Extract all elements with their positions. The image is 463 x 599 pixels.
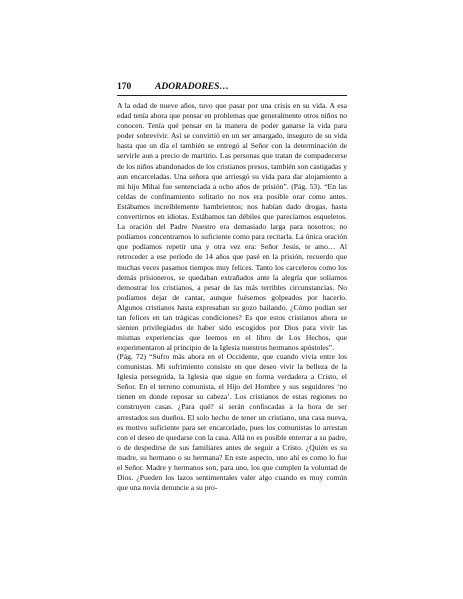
body-paragraph-1: [117, 101, 347, 353]
header-rule: [117, 95, 347, 96]
paragraph-text: A la edad de nueve años, tuvo que pasar por una crisis en su vida. A esa edad tenía ahora que pensar en problemas que generalmente otros niños no conocen. Tenía qué pensar en la manera de poder ganarse la vida para poder sobrevivir. Así se convirtió en un ser amargado, inseguro de su vida hasta que un día el también se entregó al Señor con la determinación de servirle aun a precio de martirio. Las personas que tratan de compadecerse de los niños abandonados de los cristianos presos, también son castigadas y aun encarceladas. Una señora que arriesgó su vida para dar alojamiento a mi hijo Mihai fue sentenciada a ocho años de prisión”. (Pág. 53). “En las celdas de confinamiento solitario no nos era posible orar como antes. Estábamos increíblemente hambrientos; nos habían dado drogas, hasta convertirnos en idiotas. Estábamos tan débiles que parecíamos esqueletos. La oración del Padre Nuestro era demasiado larga para nosotros; no podíamos concentrarnos lo suficiente como para recitarla. La única oración que podíamos repetir una y otra vez era: Señor Jesús, te amo… Al retroceder a ese período de 14 años que pasé en la prisión, recuerdo que muchas veces pasamos tiempos muy felices. Tanto los carceleros como los demás prisioneros, se quedaban extrañados ante la alegría que solíamos demostrar los cristianos, a pesar de las más terribles circunstancias. No podíamos dejar de cantar, aunque fuésemos golpeados por hacerlo. Algunos cristianos hasta expresaban su gozo bailando. ¿Cómo podían ser tan felices en tan trágicas condiciones? Es que estos cristianos ahora se sienten privilegiados de haber sido escogidos por Dios para vivir las mismas experiencias que leemos en el libro de Los Hechos, que experimentaron al principio de la Iglesia nuestros hermanos apóstoles”.: [117, 101, 347, 353]
body-paragraph-2: [117, 352, 347, 493]
running-title: ADORADORES…: [155, 82, 229, 92]
paragraph-text: (Pág. 72) “Sufro más ahora en el Occidente, que cuando vivía entre los comunistas. Mi sufrimiento consiste en que deseo vivir la belleza de la Iglesia perseguida, la Iglesia que sigue en forma verdadera a Cristo, el Señor. En el terreno comunista, el Hijo del Hombre y sus seguidores ‘no tienen en donde reposar su cabeza’. Los cristianos de estas regiones no construyen casas. ¿Para qué? si serán confiscadas a la hora de ser arrestados sus dueños. El solo hecho de tener un cristiano, una casa nueva, es motivo suficiente para ser encarcelado, pues los comunistas lo arrestan con el deseo de quedarse con la casa. Allá no es posible enterrar a su padre, o de despedirse de sus familiares antes de seguir a Cristo. ¿Quién es su madre, su hermano o su hermana? En este aspecto, uno ahí es como lo fue el Señor. Madre y hermanos son, para uno, los que cumplen la voluntad de Dios. ¿Pueden los lazos sentimentales valer algo cuando es muy común que una novia denuncie a su pro-: [117, 352, 347, 493]
page-header: [117, 80, 347, 94]
page-number: 170: [117, 82, 132, 92]
